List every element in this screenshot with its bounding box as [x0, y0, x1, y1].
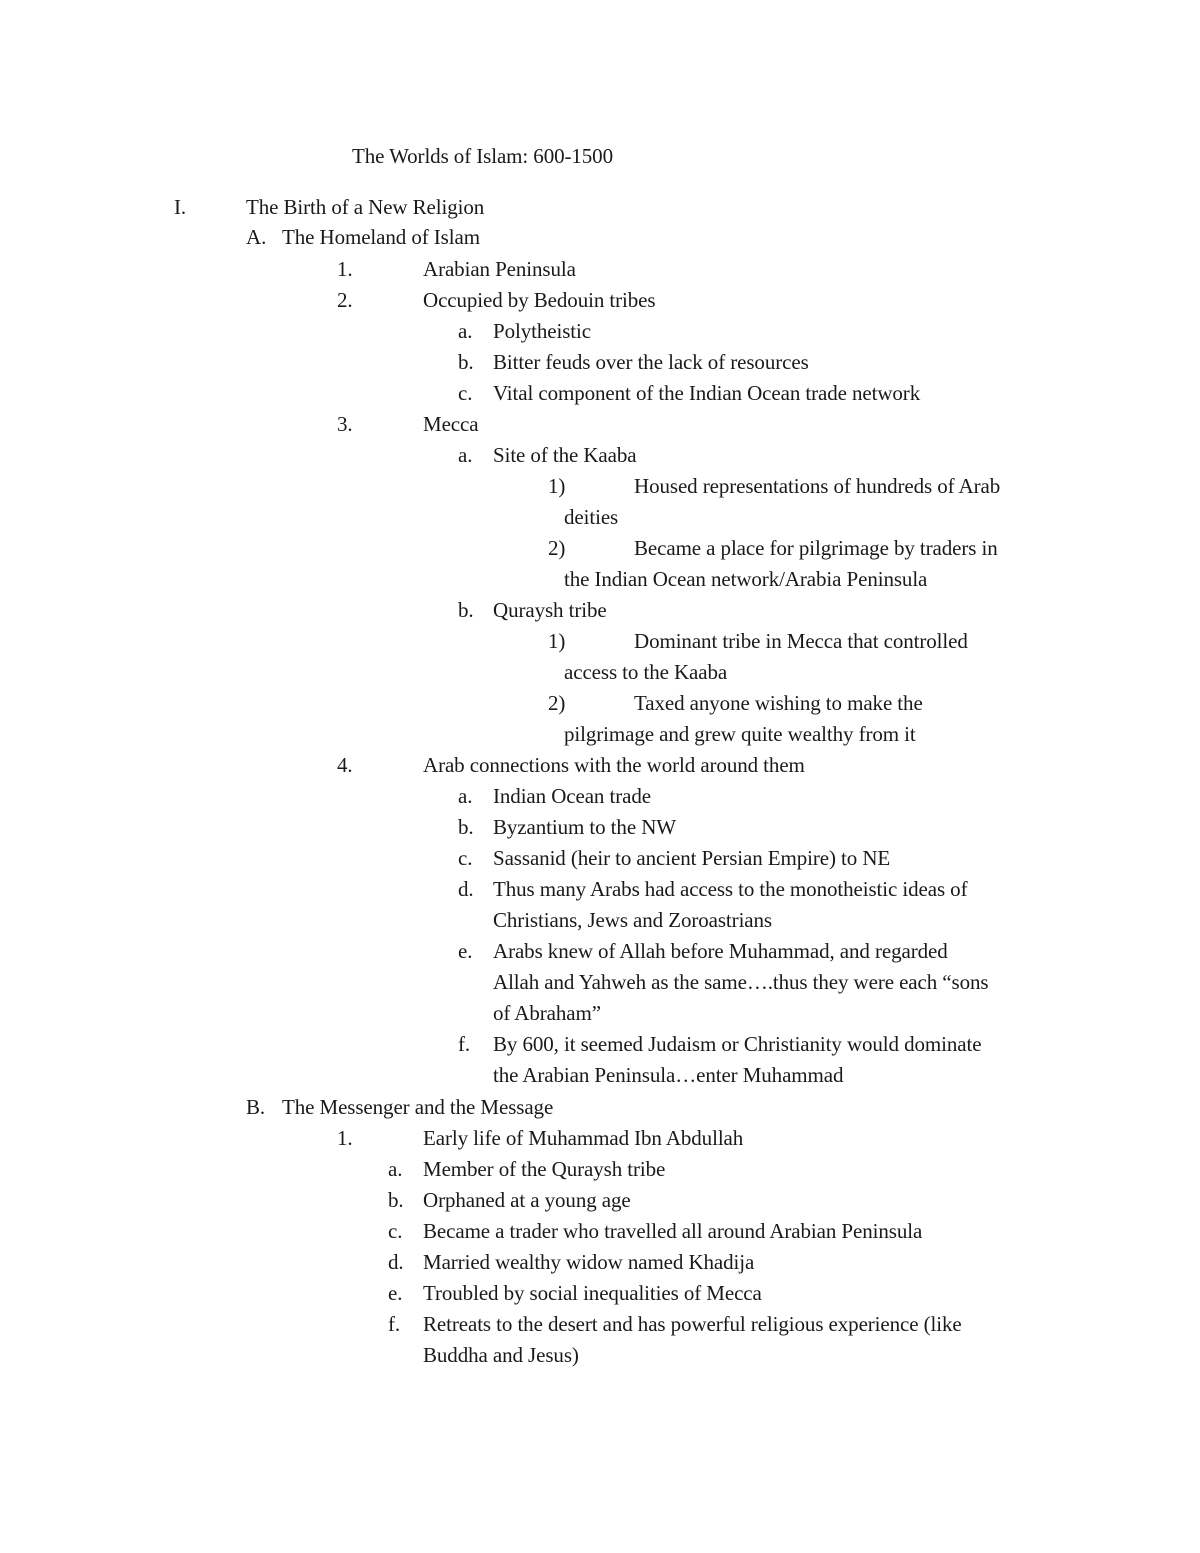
outline-line: the Indian Ocean network/Arabia Peninsula: [564, 567, 928, 591]
outline-line: Early life of Muhammad Ibn Abdullah: [423, 1126, 744, 1150]
outline-line: Indian Ocean trade: [493, 784, 651, 808]
outline-line: Became a place for pilgrimage by traders in: [634, 536, 998, 560]
document-title: The Worlds of Islam: 600-1500: [352, 144, 613, 168]
outline-line: Mecca: [423, 412, 479, 436]
outline-line: b.: [458, 815, 474, 839]
outline-line: Housed representations of hundreds of Arab: [634, 474, 1001, 498]
outline-line: of Abraham”: [493, 1001, 601, 1025]
outline-line: Bitter feuds over the lack of resources: [493, 350, 809, 374]
outline-line: a.: [388, 1157, 403, 1181]
outline-line: e.: [388, 1281, 403, 1305]
outline-line: c.: [388, 1219, 403, 1243]
outline-line: The Messenger and the Message: [282, 1095, 554, 1119]
outline-line: the Arabian Peninsula…enter Muhammad: [493, 1063, 844, 1087]
outline-line: 1): [548, 629, 566, 653]
outline-line: Member of the Quraysh tribe: [423, 1157, 666, 1181]
outline-line: Allah and Yahweh as the same….thus they were each “sons: [493, 970, 989, 994]
outline-line: Arabian Peninsula: [423, 257, 576, 281]
outline-line: Thus many Arabs had access to the monotheistic ideas of: [493, 877, 968, 901]
outline-line: 2.: [337, 288, 353, 312]
outline-line: Arabs knew of Allah before Muhammad, and regarded: [493, 939, 948, 963]
outline-line: c.: [458, 846, 473, 870]
outline-line: Arab connections with the world around them: [423, 753, 805, 777]
outline-line: Orphaned at a young age: [423, 1188, 631, 1212]
outline-line: e.: [458, 939, 473, 963]
outline-line: 1): [548, 474, 566, 498]
outline-line: Site of the Kaaba: [493, 443, 637, 467]
outline-line: c.: [458, 381, 473, 405]
outline-line: Married wealthy widow named Khadija: [423, 1250, 755, 1274]
outline-line: By 600, it seemed Judaism or Christianity would dominate: [493, 1032, 982, 1056]
outline-line: 2): [548, 536, 566, 560]
outline-line: B.: [246, 1095, 266, 1119]
outline-line: access to the Kaaba: [564, 660, 728, 684]
outline-line: The Birth of a New Religion: [246, 195, 485, 219]
outline-line: Polytheistic: [493, 319, 591, 343]
outline-line: Quraysh tribe: [493, 598, 607, 622]
outline-line: Sassanid (heir to ancient Persian Empire) to NE: [493, 846, 891, 870]
outline-line: Troubled by social inequalities of Mecca: [423, 1281, 762, 1305]
outline-line: pilgrimage and grew quite wealthy from it: [564, 722, 916, 746]
outline-line: Occupied by Bedouin tribes: [423, 288, 656, 312]
outline-line: d.: [458, 877, 474, 901]
outline-line: Became a trader who travelled all around Arabian Peninsula: [423, 1219, 923, 1243]
outline-line: 3.: [337, 412, 353, 436]
outline-line: b.: [458, 350, 474, 374]
outline-line: deities: [564, 505, 619, 529]
outline-line: Buddha and Jesus): [423, 1343, 579, 1367]
outline-line: f.: [388, 1312, 401, 1336]
outline-line: a.: [458, 319, 473, 343]
outline-line: d.: [388, 1250, 404, 1274]
outline-line: 1.: [337, 1126, 353, 1150]
outline-line: The Homeland of Islam: [282, 225, 480, 249]
outline-line: Vital component of the Indian Ocean trade network: [493, 381, 921, 405]
outline-line: Byzantium to the NW: [493, 815, 676, 839]
outline-line: a.: [458, 443, 473, 467]
outline-line: Retreats to the desert and has powerful religious experience (like: [423, 1312, 962, 1336]
outline-line: Dominant tribe in Mecca that controlled: [634, 629, 968, 653]
outline-line: f.: [458, 1032, 471, 1056]
outline-line: 1.: [337, 257, 353, 281]
outline-line: a.: [458, 784, 473, 808]
outline-line: 2): [548, 691, 566, 715]
outline-line: I.: [174, 195, 187, 219]
outline-line: Taxed anyone wishing to make the: [634, 691, 923, 715]
outline-line: b.: [458, 598, 474, 622]
outline-line: b.: [388, 1188, 404, 1212]
outline-line: 4.: [337, 753, 353, 777]
outline-line: A.: [246, 225, 267, 249]
outline-line: Christians, Jews and Zoroastrians: [493, 908, 772, 932]
